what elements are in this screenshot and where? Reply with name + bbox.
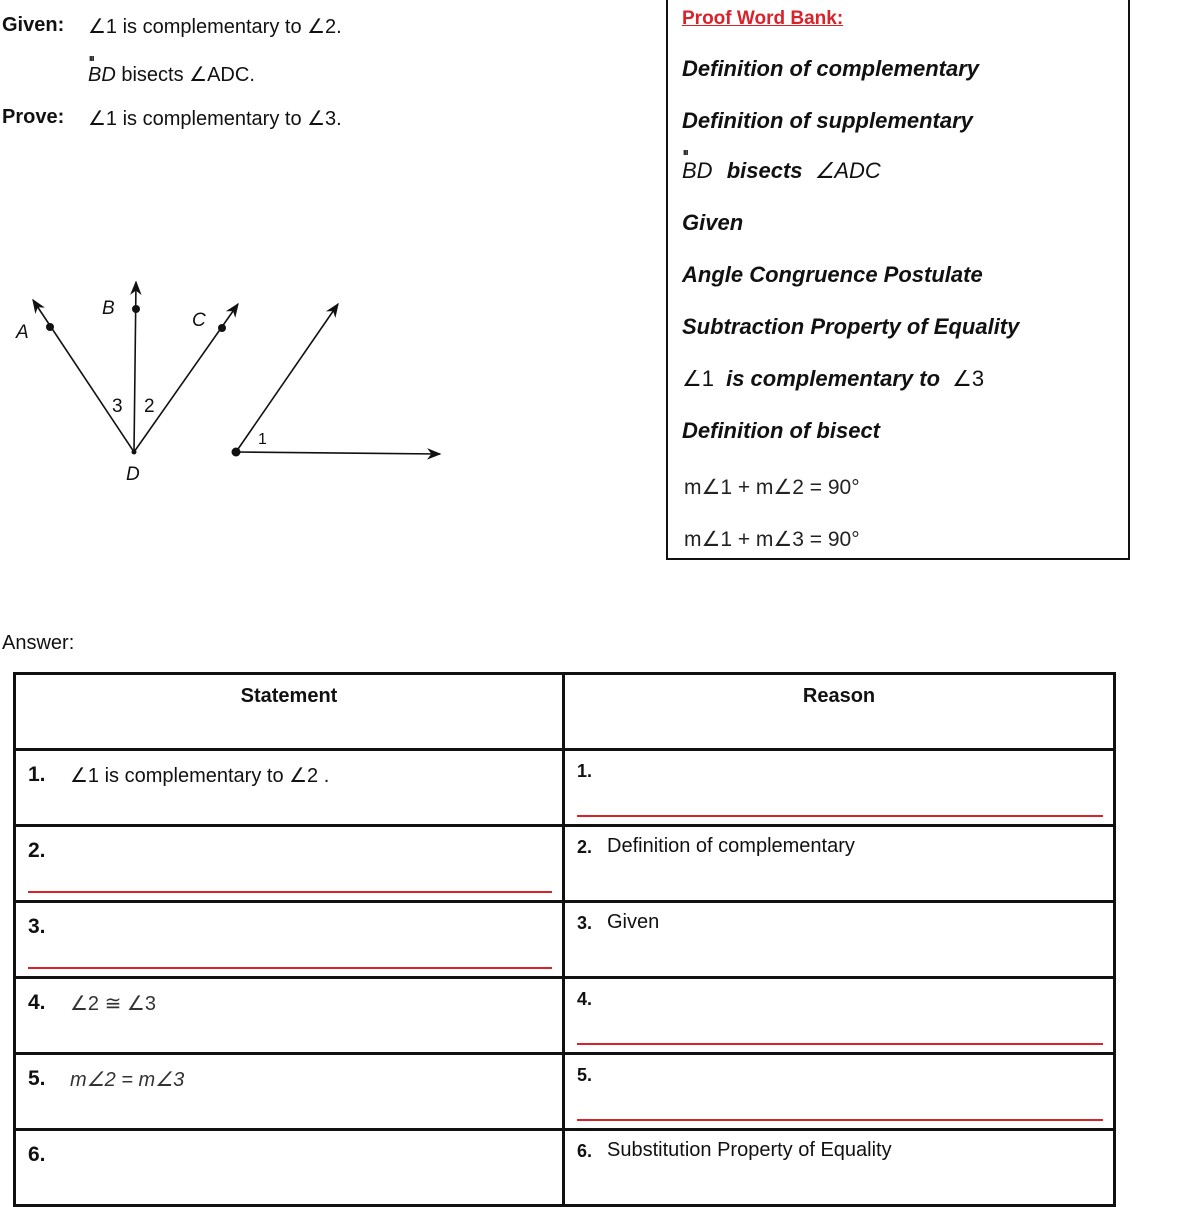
prove-label: Prove: [2,106,65,128]
angle-diagram [0,270,460,490]
label-b: B [102,298,115,319]
ray-label: BD [88,64,116,86]
row-number: 4. [577,989,593,1009]
bank-item-comp-1-3 [682,366,984,392]
row-number: 5. [28,1067,46,1090]
reason-cell-6 [564,1130,1115,1206]
table-row [15,978,1115,1054]
reason-cell-3 [564,902,1115,978]
statement-text: ∠1 is complementary to ∠2 . [70,765,330,787]
reason-blank-4[interactable] [577,1043,1103,1045]
row-number: 3. [577,913,593,933]
statement-text: m∠2 = m∠3 [70,1069,185,1091]
proof-word-bank [666,0,1130,560]
table-row [15,1054,1115,1130]
statement-text: ∠2 ≅ ∠3 [70,993,156,1015]
statement-blank-2[interactable] [28,891,552,893]
label-a: A [16,322,29,343]
angle-adc: ∠ADC [814,158,881,183]
ray-label: BD [682,158,713,183]
proof-table [13,672,1116,1207]
ray-symbol-icon: ııı [683,147,688,157]
table-row [15,1130,1115,1206]
label-angle-3: 3 [112,396,123,417]
bank-item-bd-bisects [682,147,881,184]
bank-item-def-complementary: Definition of complementary [682,56,980,81]
statement-cell-6[interactable] [15,1130,564,1206]
bank-item-subtraction: Subtraction Property of Equality [682,314,1020,339]
reason-blank-5[interactable] [577,1119,1103,1121]
table-row [15,902,1115,978]
label-angle-2: 2 [144,396,155,417]
reason-cell-5[interactable] [564,1054,1115,1130]
label-c: C [192,310,206,331]
row-number: 2. [28,839,46,862]
row-number: 4. [28,991,46,1014]
angle-1: ∠1 [682,366,714,391]
bank-item-def-supplementary: Definition of supplementary [682,108,973,133]
given-statement-1: ∠1 is complementary to ∠2. [88,16,342,38]
prove-statement: ∠1 is complementary to ∠3. [88,108,342,130]
table-row [15,750,1115,826]
statement-cell-4 [15,978,564,1054]
row-number: 6. [28,1143,46,1166]
statement-cell-5 [15,1054,564,1130]
ray-bd [682,147,713,184]
reason-cell-1[interactable] [564,750,1115,826]
row-number: 6. [577,1141,593,1161]
angle-3: ∠3 [952,366,985,391]
header-statement: Statement [15,674,564,750]
row-number: 3. [28,915,46,938]
table-header-row [15,674,1115,750]
statement-blank-3[interactable] [28,967,552,969]
reason-text: Given [607,911,660,933]
given-statement-2 [88,53,255,87]
bank-item-sum-1-2: m∠1 + m∠2 = 90° [684,476,860,499]
label-d: D [126,464,140,485]
row-number: 2. [577,837,593,857]
ray-da [33,300,134,452]
ray-angle1-lower [236,452,440,454]
header-reason: Reason [564,674,1115,750]
row-number: 5. [577,1065,593,1085]
reason-blank-1[interactable] [577,815,1103,817]
bisects-text: bisects [726,158,803,183]
given-statement-2-text: bisects ∠ADC. [115,64,255,86]
statement-cell-3[interactable] [15,902,564,978]
given-label: Given: [2,14,65,36]
reason-cell-4[interactable] [564,978,1115,1054]
reason-text: Definition of complementary [607,835,855,857]
row-number: 1. [577,761,593,781]
bank-item-def-bisect: Definition of bisect [682,418,880,443]
statement-cell-1 [15,750,564,826]
ray-symbol-icon: ııı [89,53,94,63]
reason-cell-2 [564,826,1115,902]
ray-angle1-upper [236,304,338,452]
answer-label: Answer: [2,632,75,654]
word-bank-title: Proof Word Bank: [682,8,844,29]
ray-bd [88,53,116,87]
bank-item-given: Given [682,210,744,235]
comp-text: is complementary to [726,366,941,391]
statement-cell-2[interactable] [15,826,564,902]
reason-text: Substitution Property of Equality [607,1139,892,1161]
bank-item-sum-1-3: m∠1 + m∠3 = 90° [684,528,860,551]
row-number: 1. [28,763,46,786]
label-angle-1: 1 [258,431,267,448]
bank-item-angle-congruence: Angle Congruence Postulate [682,262,983,287]
table-row [15,826,1115,902]
